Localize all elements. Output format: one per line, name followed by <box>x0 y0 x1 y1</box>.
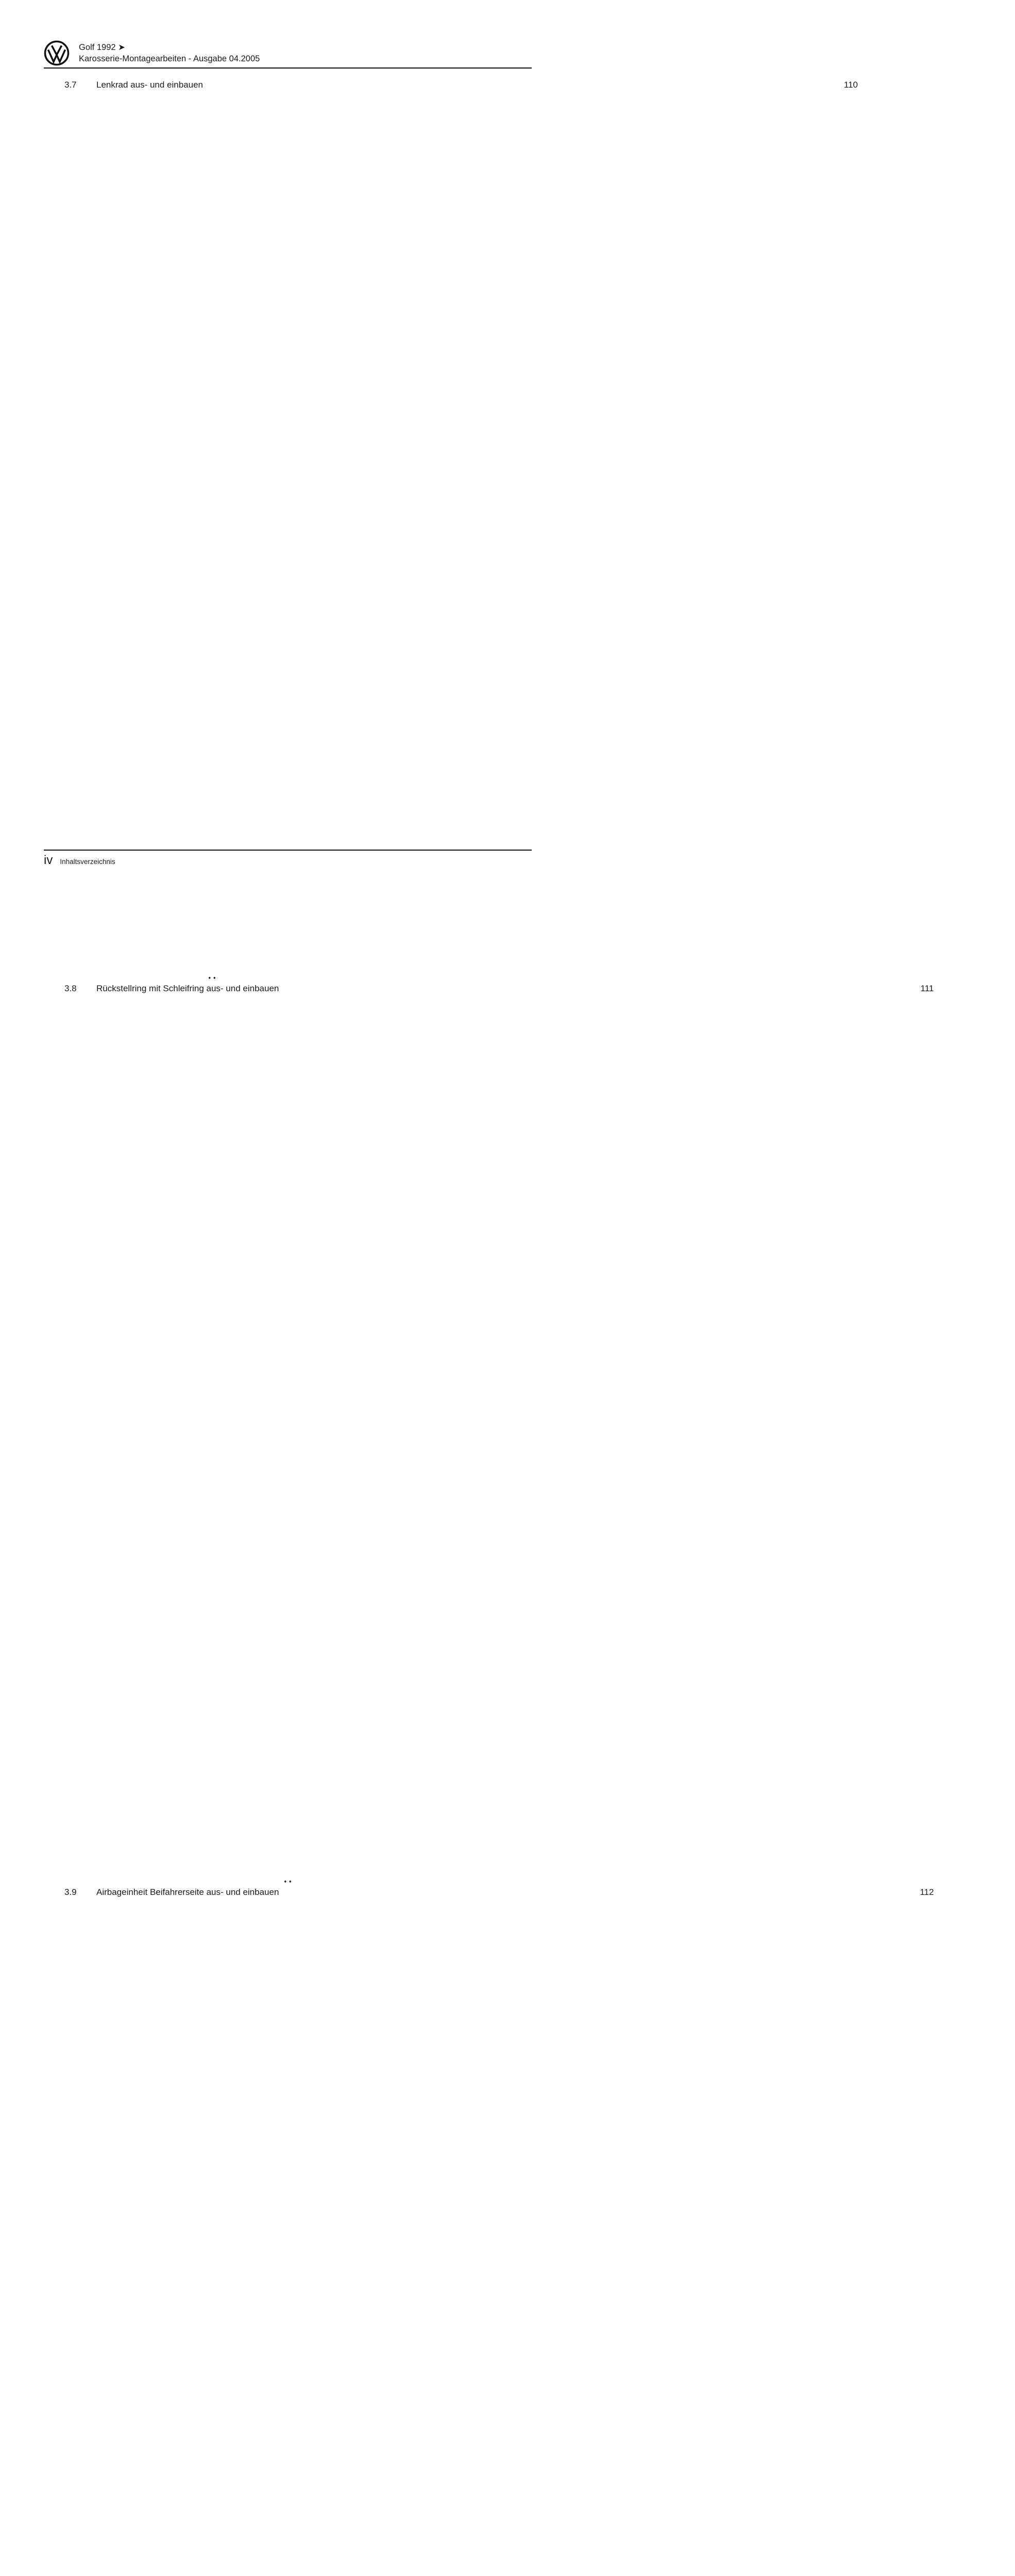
model-title: Golf 1992 ➤ <box>79 43 125 52</box>
header-divider <box>44 67 532 69</box>
page-number-roman: iv <box>44 853 53 867</box>
toc-entry-row <box>64 79 858 982</box>
dot-leader <box>283 982 292 1886</box>
page-number: 110 <box>219 79 858 982</box>
page-number: 111 <box>295 982 934 1886</box>
toc <box>44 79 934 2576</box>
entry-number: 3.8 <box>64 984 77 993</box>
dot-leader <box>207 79 216 982</box>
entry-number: 3.7 <box>64 80 77 90</box>
header-text-block <box>79 42 260 64</box>
footer-label: Inhaltsverzeichnis <box>60 858 115 866</box>
document-title: Karosserie-Montagearbeiten - Ausgabe 04.2005 <box>79 54 260 63</box>
entry-number: 3.9 <box>64 1887 77 1897</box>
toc-entry-row <box>64 1886 934 2576</box>
entry-title: Airbageinheit Beifahrerseite aus- und einbauen <box>96 1887 279 1897</box>
entry-title: Lenkrad aus- und einbauen <box>96 80 203 90</box>
page-header <box>44 40 532 66</box>
entry-title: Rückstellring mit Schleifring aus- und einbauen <box>96 984 279 993</box>
toc-entry-row <box>64 982 934 1886</box>
dot-leader <box>283 1886 292 2576</box>
vw-logo-icon <box>44 40 70 66</box>
page-footer <box>44 853 532 868</box>
footer-divider <box>44 850 532 851</box>
page-number: 112 <box>295 1886 934 2576</box>
